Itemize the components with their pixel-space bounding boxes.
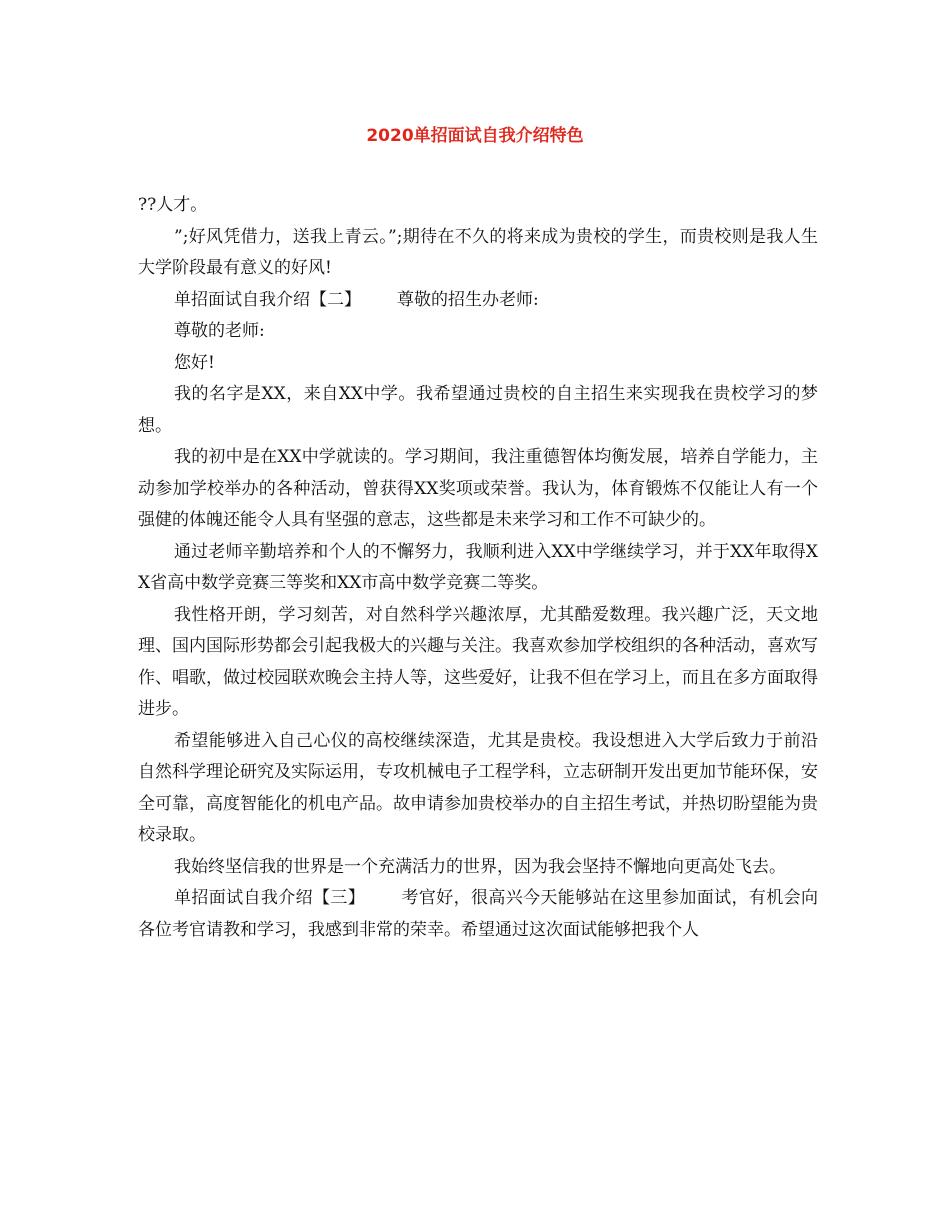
paragraph-12-text: 考官好，很高兴今天能够站在这里参加面试，有机会向各位考官请教和学习，我感到非常的荣幸。希望通过这次面试能够把我个人 bbox=[138, 888, 819, 940]
paragraph-4: 尊敬的老师: bbox=[174, 321, 265, 341]
paragraph-7: 我的初中是在XX中学就读的。学习期间，我注重德智体均衡发展，培养自学能力，主动参加学校举办的各种活动，曾获得XX奖项或荣誉。我认为，体育锻炼不仅能让人有一个强健的体魄还能令人具有坚强的意志，这些都是未来学习和工作不可缺少的。 bbox=[138, 447, 818, 530]
paragraph-2: ”;好风凭借力，送我上青云。”;期待在不久的将来成为贵校的学生，而贵校则是我人生大学阶段最有意义的好风! bbox=[138, 226, 818, 278]
document-title: 2020单招面试自我介绍特色 bbox=[366, 126, 584, 146]
paragraph-1: ??人才。 bbox=[138, 195, 208, 215]
paragraph-8: 通过老师辛勤培养和个人的不懈努力，我顺利进入XX中学继续学习，并于XX年取得XX省高中数学竞赛三等奖和XX市高中数学竞赛二等奖。 bbox=[138, 541, 818, 593]
section-heading-3: 单招面试自我介绍【三】 bbox=[174, 888, 366, 908]
paragraph-9: 我性格开朗，学习刻苦，对自然科学兴趣浓厚，尤其酷爱数理。我兴趣广泛，天文地理、国内国际形势都会引起我极大的兴趣与关注。我喜欢参加学校组织的各种活动，喜欢写作、唱歌，做过校园联欢晚会主持人等，这些爱好，让我不但在学习上，而且在多方面取得进步。 bbox=[138, 604, 818, 719]
document-body bbox=[138, 190, 818, 946]
paragraph-6: 我的名字是XX，来自XX中学。我希望通过贵校的自主招生来实现我在贵校学习的梦想。 bbox=[138, 384, 818, 436]
paragraph-12 bbox=[138, 883, 818, 946]
paragraph-3-text: 尊敬的招生办老师: bbox=[397, 289, 539, 310]
section-heading-2: 单招面试自我介绍【二】 bbox=[174, 289, 361, 310]
paragraph-11: 我始终坚信我的世界是一个充满活力的世界，因为我会坚持不懈地向更高处飞去。 bbox=[174, 856, 786, 877]
paragraph-3 bbox=[138, 285, 818, 317]
paragraph-10: 希望能够进入自己心仪的高校继续深造，尤其是贵校。我设想进入大学后致力于前沿自然科学理论研究及实际运用，专攻机械电子工程学科，立志研制开发出更加节能环保，安全可靠，高度智能化的机电产品。故申请参加贵校举办的自主招生考试，并热切盼望能为贵校录取。 bbox=[138, 730, 818, 845]
paragraph-5: 您好! bbox=[174, 352, 215, 373]
